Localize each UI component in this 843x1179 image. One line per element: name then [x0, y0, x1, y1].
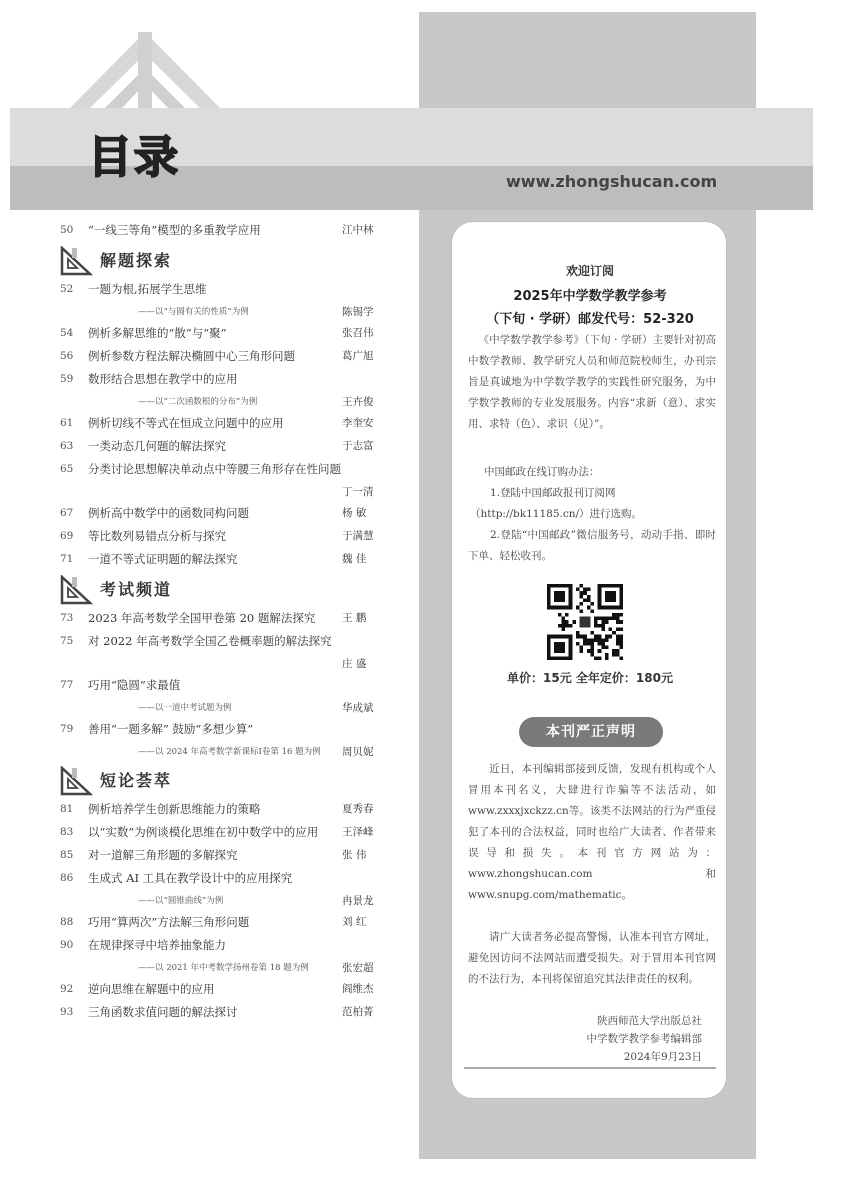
article-author: 李奎安 — [342, 417, 374, 429]
article-title: ——以“与圆有关的性质”为例 — [138, 307, 249, 317]
page-number: 56 — [60, 350, 74, 362]
price-line: 单价：15元 全年定价：180元 — [507, 671, 673, 685]
toc-entry[interactable] — [60, 502, 400, 524]
toc-entry[interactable] — [60, 322, 400, 344]
article-title: 三角函数求值问题的解法探讨 — [88, 1005, 238, 1019]
page-number: 52 — [60, 283, 74, 295]
article-title: 逆向思维在解题中的应用 — [88, 982, 215, 996]
article-title: 例析高中数学中的函数同构问题 — [88, 506, 249, 520]
article-title: ——以“二次函数根的分布”为例 — [138, 397, 258, 407]
article-title: ——以一道中考试题为例 — [138, 703, 232, 713]
editorial-dept: 中学数学教学参考编辑部 — [586, 1033, 702, 1045]
toc-subtitle-row[interactable] — [60, 697, 400, 719]
toc-entry[interactable] — [60, 548, 400, 570]
toc-entry[interactable] — [60, 844, 400, 866]
toc-entry[interactable] — [60, 821, 400, 843]
toc-entry[interactable] — [60, 345, 400, 367]
article-title: 分类讨论思想解决单动点中等腰三角形存在性问题 — [88, 462, 341, 476]
toc-entry[interactable] — [60, 607, 400, 629]
article-title: 巧用“隐圆”求最值 — [88, 678, 181, 692]
article-author: 丁一清 — [342, 486, 374, 498]
page-title: 目录 — [88, 132, 180, 183]
page-number: 86 — [60, 872, 74, 884]
journal-name: 2025年中学数学教学参考 — [513, 289, 667, 304]
postal-code: （下旬 · 学研）邮发代号：52-320 — [486, 312, 694, 327]
statement-date: 2024年9月23日 — [623, 1051, 702, 1063]
toc-entry[interactable] — [60, 867, 400, 889]
article-title: 善用“一题多解” 鼓励“多想少算” — [88, 722, 254, 736]
qr-code-image — [547, 584, 623, 660]
article-title: “一线三等角”模型的多重教学应用 — [88, 223, 261, 237]
article-author: 周贝妮 — [342, 746, 374, 758]
section-heading — [60, 244, 400, 278]
article-author: 葛广旭 — [342, 350, 374, 362]
page-number: 79 — [60, 723, 74, 735]
toc-subtitle-row[interactable] — [60, 301, 400, 323]
article-author: 于志富 — [342, 440, 374, 452]
page-number: 85 — [60, 849, 74, 861]
page-number: 88 — [60, 916, 74, 928]
article-title: 等比数列易错点分析与探究 — [88, 529, 226, 543]
toc-entry[interactable] — [60, 412, 400, 434]
section-title: 考试频道 — [100, 580, 173, 599]
article-author: 杨 敏 — [342, 507, 367, 519]
article-title: 对一道解三角形题的多解探究 — [88, 848, 238, 862]
ruler-triangle-icon — [60, 766, 94, 796]
page-number: 63 — [60, 440, 74, 452]
page-number: 83 — [60, 826, 74, 838]
page-number: 90 — [60, 939, 74, 951]
page-number: 73 — [60, 612, 74, 624]
article-title: ——以“圆锥曲线”为例 — [138, 896, 224, 906]
page-number: 69 — [60, 530, 74, 542]
article-author: 夏秀春 — [342, 803, 374, 815]
article-title: 一题为根,拓展学生思维 — [88, 282, 207, 296]
section-title: 解题探索 — [100, 251, 173, 270]
article-author: 庄 盛 — [342, 658, 367, 670]
article-title: ——以 2024 年高考数学新课标Ⅰ卷第 16 题为例 — [138, 747, 321, 757]
ruler-triangle-icon — [60, 246, 94, 276]
article-author: 张 伟 — [342, 849, 367, 861]
toc-entry[interactable] — [60, 911, 400, 933]
article-author: 王 鹏 — [342, 612, 367, 624]
toc-entry[interactable] — [60, 1001, 400, 1023]
article-author: 刘 红 — [342, 916, 367, 928]
toc-entry[interactable] — [60, 934, 400, 956]
page-number: 71 — [60, 553, 74, 565]
article-author: 陈锡学 — [342, 306, 374, 318]
article-title: 数形结合思想在教学中的应用 — [88, 372, 238, 386]
subscribe-welcome: 欢迎订阅 — [565, 264, 614, 278]
section-heading — [60, 573, 400, 607]
toc-entry[interactable] — [60, 458, 400, 480]
page-number: 67 — [60, 507, 74, 519]
toc-entry[interactable] — [60, 798, 400, 820]
article-title: 在规律探寻中培养抽象能力 — [88, 938, 226, 952]
toc-subtitle-row[interactable] — [60, 890, 400, 912]
page-number: 65 — [60, 463, 74, 475]
toc-entry[interactable] — [60, 435, 400, 457]
article-author: 阎维杰 — [342, 983, 374, 995]
article-title: ——以 2021 年中考数学扬州卷第 18 题为例 — [138, 963, 309, 973]
journal-intro: 《中学数学教学参考》（下旬 · 学研）主要针对初高中数学教师、教学研究人员和师范院校师生，办刊宗旨是真诚地为中学数学教学的实践性研究服务，为中学数学教师的专业发展服务。内容“求新（意）、求实用、求特（色）、求识（见）”。 — [468, 334, 716, 430]
article-title: 一类动态几何题的解法探究 — [88, 439, 226, 453]
toc-entry[interactable] — [60, 978, 400, 1000]
article-author: 于满慧 — [342, 530, 374, 542]
ruler-triangle-icon — [60, 575, 94, 605]
toc-subtitle-row[interactable] — [60, 653, 400, 675]
article-author: 魏 佳 — [342, 553, 367, 565]
page-number: 77 — [60, 679, 74, 691]
toc-entry[interactable] — [60, 525, 400, 547]
article-author: 江中林 — [342, 224, 374, 236]
page-number: 81 — [60, 803, 74, 815]
toc-subtitle-row[interactable] — [60, 391, 400, 413]
page-number: 92 — [60, 983, 74, 995]
statement-body: 近日，本刊编辑部接到反馈，发现有机构或个人冒用本刊名义，大肆进行诈骗等不法活动，如www.zxxxjxckzz.cn等。该类不法网站的行为严重侵犯了本刊的合法权益，同时也给广大读者、作者带来误导和损失。本刊官方网站为：www.zhongshucan.com 和 www.snupg.com/mathematic。 — [468, 763, 716, 901]
article-author: 王卉俊 — [342, 396, 374, 408]
article-author: 张宏超 — [342, 962, 374, 974]
page-number: 59 — [60, 373, 74, 385]
article-title: 例析参数方程法解决椭圆中心三角形问题 — [88, 349, 295, 363]
toc-entry[interactable] — [60, 278, 400, 300]
section-title: 短论荟萃 — [100, 771, 173, 790]
publisher-name: 陕西师范大学出版总社 — [597, 1015, 702, 1027]
article-author: 冉景龙 — [342, 895, 374, 907]
toc-entry[interactable] — [60, 219, 400, 241]
step-two: 2.登陆“中国邮政”微信服务号，动动手指、即时下单、轻松收刊。 — [468, 529, 716, 562]
roof-decoration — [50, 22, 240, 112]
article-title: 对 2022 年高考数学全国乙卷概率题的解法探究 — [88, 634, 332, 648]
statement-badge: 本刊严正声明 — [519, 717, 663, 747]
article-title: 例析切线不等式在恒成立问题中的应用 — [88, 416, 284, 430]
page-number: 93 — [60, 1006, 74, 1018]
article-title: 巧用“算两次”方法解三角形问题 — [88, 915, 250, 929]
postal-heading: 中国邮政在线订购办法： — [484, 466, 600, 478]
page-number: 50 — [60, 224, 74, 236]
toc-subtitle-row[interactable] — [60, 957, 400, 979]
subscription-card — [451, 221, 727, 1099]
page-number: 54 — [60, 327, 74, 339]
article-author: 张召伟 — [342, 327, 374, 339]
card-divider — [464, 1067, 716, 1069]
article-title: 生成式 AI 工具在教学设计中的应用探究 — [88, 871, 293, 885]
section-heading — [60, 764, 400, 798]
page-number: 75 — [60, 635, 74, 647]
article-title: 2023 年高考数学全国甲卷第 20 题解法探究 — [88, 611, 316, 625]
page-number: 61 — [60, 417, 74, 429]
toc-entry[interactable] — [60, 630, 400, 652]
article-title: 例析多解思维的“散”与“聚” — [88, 326, 227, 340]
toc-entry[interactable] — [60, 674, 400, 696]
toc-subtitle-row[interactable] — [60, 481, 400, 503]
toc-subtitle-row[interactable] — [60, 741, 400, 763]
article-title: 一道不等式证明题的解法探究 — [88, 552, 238, 566]
article-author: 范柏菁 — [342, 1006, 374, 1018]
step-one-url[interactable]: （http://bk11185.cn/）进行选购。 — [470, 508, 643, 520]
site-url: www.zhongshucan.com — [506, 172, 718, 191]
article-author: 王泽峰 — [342, 826, 374, 838]
toc-entry[interactable] — [60, 718, 400, 740]
statement-body-2: 请广大读者务必提高警惕，认准本刊官方网址，避免因访问不法网站而遭受损失。对于冒用本刊官网的不法行为，本刊将保留追究其法律责任的权利。 — [468, 931, 716, 985]
toc-entry[interactable] — [60, 368, 400, 390]
article-title: 以“实数”为例谈模化思维在初中数学中的应用 — [88, 825, 319, 839]
article-title: 例析培养学生创新思维能力的策略 — [88, 802, 261, 816]
step-one: 1.登陆中国邮政报刊订阅网 — [490, 487, 616, 499]
article-author: 华成斌 — [342, 702, 374, 714]
